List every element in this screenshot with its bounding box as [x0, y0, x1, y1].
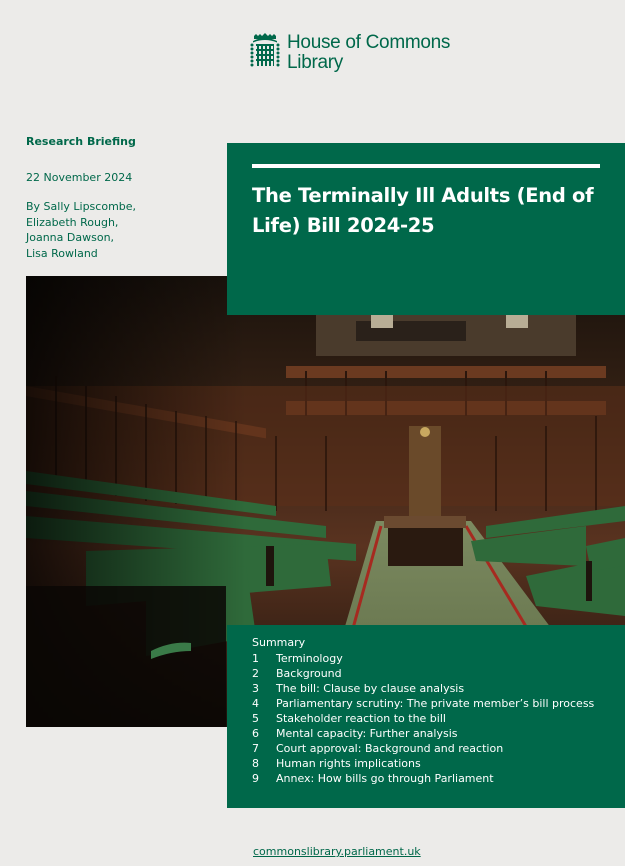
summary-item-label: Annex: How bills go through Parliament: [276, 772, 494, 785]
summary-panel: [227, 625, 625, 808]
summary-item[interactable]: [252, 756, 594, 771]
author: By Sally Lipscombe,: [26, 200, 137, 213]
title-panel: [227, 143, 625, 315]
summary-item-label: Stakeholder reaction to the bill: [276, 712, 446, 725]
publication-date: 22 November 2024: [26, 170, 133, 184]
summary-item[interactable]: [252, 741, 594, 756]
author: Elizabeth Rough,: [26, 215, 119, 229]
summary-item[interactable]: [252, 681, 594, 696]
logo-line-2: Library: [287, 52, 343, 73]
summary-item-number: 6: [252, 727, 259, 740]
summary-item-label: The bill: Clause by clause analysis: [276, 682, 465, 695]
document-type: Research Briefing: [26, 135, 136, 148]
summary-item-number: 1: [252, 652, 259, 665]
summary-item-number: 5: [252, 712, 259, 725]
portcullis-icon: [250, 33, 280, 69]
summary-item-label: Human rights implications: [276, 757, 421, 770]
summary-item-label: Parliamentary scrutiny: The private member’s bill process: [276, 697, 595, 710]
logo-line-1: House of Commons: [287, 32, 451, 53]
summary-item[interactable]: [252, 651, 594, 666]
logo-wordmark: [287, 33, 450, 73]
summary-item-label: Mental capacity: Further analysis: [276, 727, 458, 740]
summary-heading: Summary: [252, 636, 306, 649]
document-title: The Terminally Ill Adults (End of Life) Bill 2024-25: [252, 184, 594, 237]
summary-list: [252, 651, 594, 786]
summary-item-number: 9: [252, 772, 259, 785]
summary-item-label: Court approval: Background and reaction: [276, 742, 504, 755]
summary-item-label: Terminology: [276, 652, 343, 665]
summary-item-number: 2: [252, 667, 259, 680]
summary-item-number: 8: [252, 757, 259, 770]
house-of-commons-library-logo: [250, 33, 450, 73]
author: Lisa Rowland: [26, 246, 98, 260]
summary-item-number: 3: [252, 682, 259, 695]
authors: [26, 199, 136, 261]
summary-item[interactable]: [252, 726, 594, 741]
summary-item-number: 7: [252, 742, 259, 755]
summary-item[interactable]: [252, 711, 594, 726]
summary-item[interactable]: [252, 771, 594, 786]
title-rule: [252, 164, 600, 168]
website-link[interactable]: commonslibrary.parliament.uk: [253, 845, 421, 858]
summary-item[interactable]: [252, 696, 594, 711]
summary-item-number: 4: [252, 697, 259, 710]
briefing-meta: [26, 134, 136, 261]
summary-item[interactable]: [252, 666, 594, 681]
summary-item-label: Background: [276, 667, 342, 680]
author: Joanna Dawson,: [26, 231, 115, 244]
